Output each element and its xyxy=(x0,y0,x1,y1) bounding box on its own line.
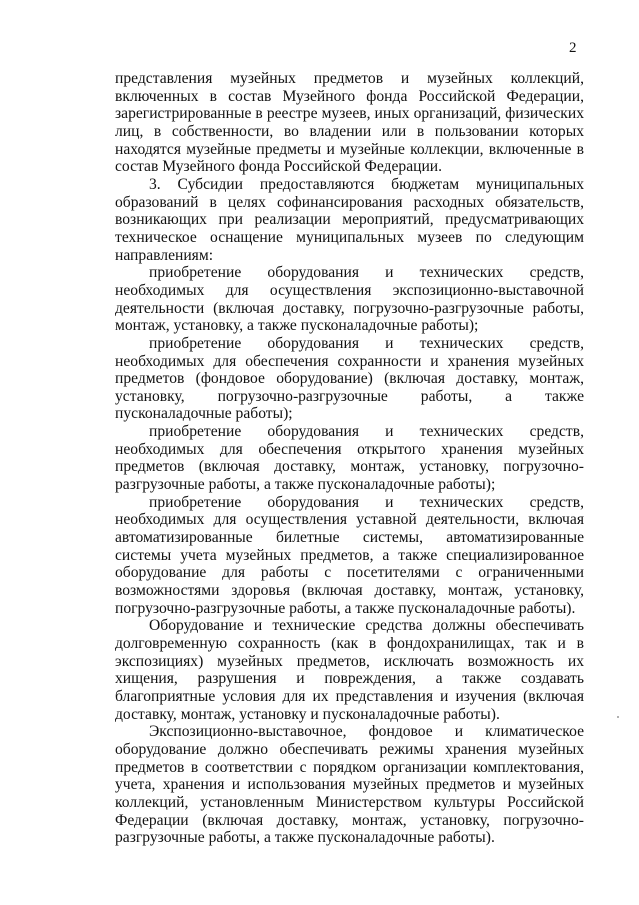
page-number: 2 xyxy=(569,40,577,56)
paragraph-exhibition-equipment: приобретение оборудования и технических средств, необходимых для осуществления экспозиционно-выставочной деятельности (включая доставку, погрузочно-разгрузочные работы, монтаж, установку, а также пусконаладочные работы); xyxy=(115,264,584,335)
paragraph-subsidies: 3. Субсидии предоставляются бюджетам муниципальных образований в целях софинансирования расходных обязательств, возникающих при реализации мероприятий, предусматривающих техническое оснащение муниципальных музеев по следующим направлениям: xyxy=(115,175,584,264)
paragraph-statutory-activity-equipment: приобретение оборудования и технических средств, необходимых для осуществления уставной деятельности, включая автоматизированные билетные системы, автоматизированные системы учета музейных предметов, а также специализированное оборудование для работы с посетителями с ограниченными возможностями здоровья (включая доставку, монтаж, установку, погрузочно-разгрузочные работы, а также пусконаладочные работы). xyxy=(115,493,584,617)
paragraph-open-storage-equipment: приобретение оборудования и технических средств, необходимых для обеспечения открытого хранения музейных предметов (включая доставку, монтаж, установку, погрузочно-разгрузочные работы, а также пусконаладочные работы); xyxy=(115,423,584,494)
scan-dust-mark xyxy=(617,716,619,718)
paragraph-storage-equipment: приобретение оборудования и технических средств, необходимых для обеспечения сохранности и хранения музейных предметов (фондовое оборудование) (включая доставку, монтаж, установку, погрузочно-разгрузочные работы, а также пусконаладочные работы); xyxy=(115,334,584,423)
paragraph-museum-fund-continuation: представления музейных предметов и музейных коллекций, включенных в состав Музейного фонда Российской Федерации, зарегистрированные в реестре музеев, иных организаций, физических лиц, в собственности, во владении или в пользовании которых находятся музейные предметы и музейные коллекции, включенные в состав Музейного фонда Российской Федерации. xyxy=(115,70,584,176)
document-body xyxy=(115,70,584,847)
paragraph-equipment-requirements: Оборудование и технические средства должны обеспечивать долговременную сохранность (как в фондохранилищах, так и в экспозициях) музейных предметов, исключать возможность их хищения, разрушения и повреждения, а также создавать благоприятные условия для их представления и изучения (включая доставку, монтаж, установку и пусконаладочные работы). xyxy=(115,617,584,723)
paragraph-climate-equipment: Экспозиционно-выставочное, фондовое и климатическое оборудование должно обеспечивать режимы хранения музейных предметов в соответствии с порядком организации комплектования, учета, хранения и использования музейных предметов и музейных коллекций, установленным Министерством культуры Российской Федерации (включая доставку, монтаж, установку, погрузочно-разгрузочные работы, а также пусконаладочные работы). xyxy=(115,723,584,847)
